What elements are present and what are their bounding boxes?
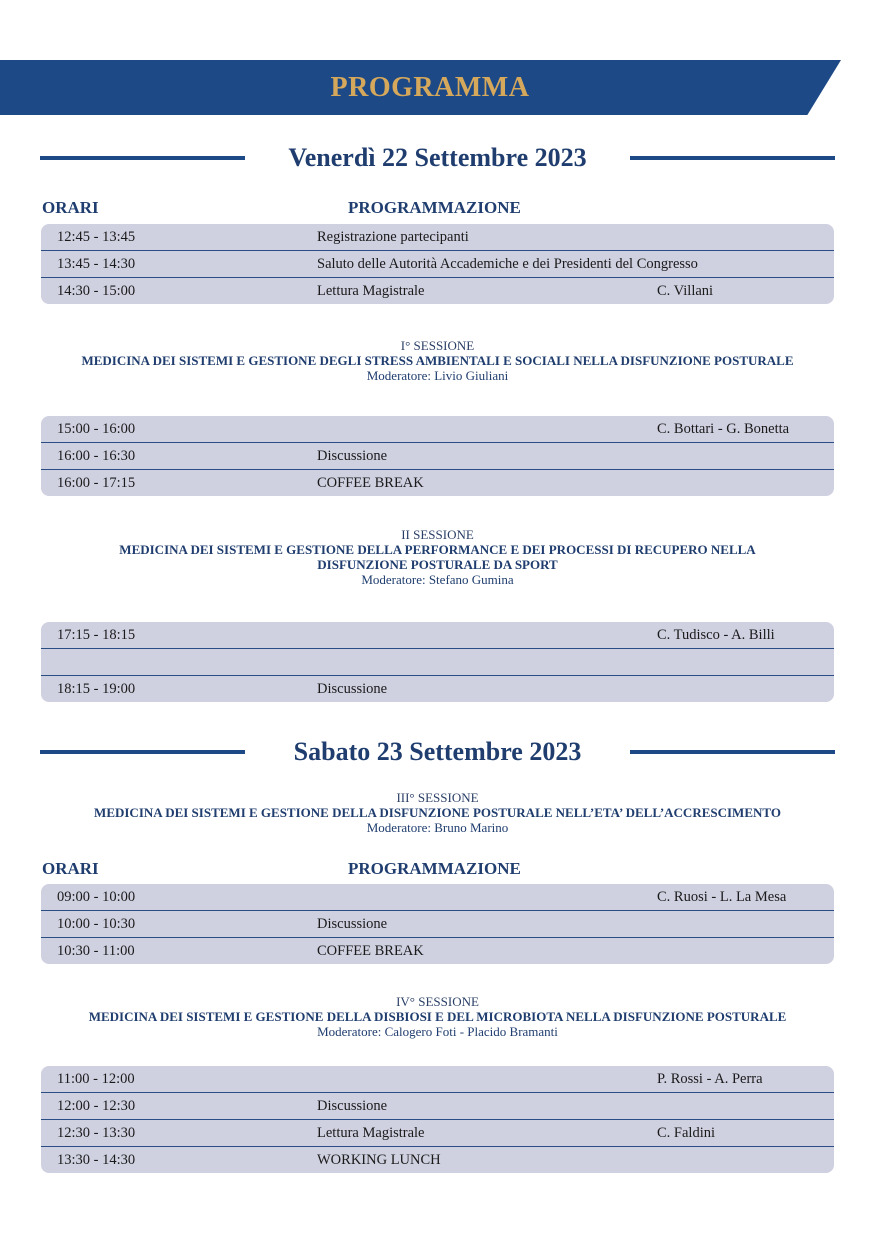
- table-row: [41, 937, 834, 964]
- table-row: [41, 622, 834, 648]
- time-cell: 12:30 - 13:30: [57, 1125, 136, 1141]
- table-row: [41, 224, 834, 250]
- session-moderator: Moderatore: Livio Giuliani: [366, 368, 509, 383]
- speaker-cell: C. Ruosi - L. La Mesa: [657, 889, 787, 905]
- table-row: [41, 250, 834, 277]
- table-row: [41, 675, 834, 702]
- table-row: [41, 442, 834, 469]
- time-cell: 13:30 - 14:30: [57, 1152, 136, 1168]
- session-2-header: [0, 527, 875, 588]
- table-row: [41, 884, 834, 910]
- time-cell: 17:15 - 18:15: [57, 627, 136, 643]
- program-cell: Saluto delle Autorità Accademiche e dei Presidenti del Congresso: [317, 256, 698, 272]
- time-cell: 13:45 - 14:30: [57, 256, 136, 272]
- speaker-cell: C. Bottari - G. Bonetta: [657, 421, 790, 437]
- session-title: MEDICINA DEI SISTEMI E GESTIONE DEGLI STRESS AMBIENTALI E SOCIALI NELLA DISFUNZIONE POSTURALE: [81, 353, 794, 368]
- program-cell: Lettura Magistrale: [317, 1125, 425, 1141]
- divider: [630, 750, 835, 754]
- program-cell: Registrazione partecipanti: [317, 229, 469, 245]
- session-title: MEDICINA DEI SISTEMI E GESTIONE DELLA DISBIOSI E DEL MICROBIOTA NELLA DISFUNZIONE POSTURALE: [88, 1009, 787, 1024]
- table-row: [41, 1092, 834, 1119]
- table-row: [41, 1119, 834, 1146]
- time-cell: 12:00 - 12:30: [57, 1098, 136, 1114]
- opening-table: [41, 224, 834, 304]
- session-moderator: Moderatore: Calogero Foti - Placido Bramanti: [317, 1024, 558, 1039]
- time-cell: 12:45 - 13:45: [57, 229, 136, 245]
- column-header-orari: ORARI: [42, 198, 99, 217]
- time-cell: 10:00 - 10:30: [57, 916, 136, 932]
- day1-title: Venerdì 22 Settembre 2023: [288, 143, 587, 172]
- session-3-header: [0, 790, 875, 836]
- day2-title: Sabato 23 Settembre 2023: [293, 737, 582, 766]
- time-cell: 10:30 - 11:00: [57, 943, 135, 959]
- session-title-line-1: MEDICINA DEI SISTEMI E GESTIONE DELLA PERFORMANCE E DEI PROCESSI DI RECUPERO NELLA: [119, 542, 756, 557]
- program-cell: COFFEE BREAK: [317, 475, 424, 491]
- program-cell: Discussione: [317, 448, 388, 464]
- table-row: [41, 469, 834, 496]
- session-number: II SESSIONE: [401, 527, 474, 542]
- table-row: [41, 910, 834, 937]
- time-cell: 18:15 - 19:00: [57, 681, 136, 697]
- table-row: [41, 277, 834, 304]
- table-row: [41, 648, 834, 675]
- time-cell: 09:00 - 10:00: [57, 889, 136, 905]
- session-moderator: Moderatore: Bruno Marino: [366, 820, 509, 835]
- program-cell: WORKING LUNCH: [317, 1152, 441, 1168]
- column-header-programmazione: PROGRAMMAZIONE: [348, 198, 521, 217]
- session-4-header: [0, 994, 875, 1040]
- speaker-cell: C. Villani: [657, 283, 714, 299]
- time-cell: 16:00 - 17:15: [57, 475, 136, 491]
- session-title: MEDICINA DEI SISTEMI E GESTIONE DELLA DISFUNZIONE POSTURALE NELL’ETA’ DELL’ACCRESCIMENTO: [94, 805, 781, 820]
- table-row: [41, 416, 834, 442]
- session-number: III° SESSIONE: [396, 790, 479, 805]
- session-1-table: [41, 416, 834, 496]
- session-4-table: [41, 1066, 834, 1173]
- session-1-header: [0, 338, 875, 384]
- program-cell: Discussione: [317, 681, 388, 697]
- divider: [630, 156, 835, 160]
- page-title: PROGRAMMA: [330, 72, 530, 103]
- session-3-table: [41, 884, 834, 964]
- table-row: [41, 1066, 834, 1092]
- session-2-table: [41, 622, 834, 702]
- program-cell: Discussione: [317, 1098, 388, 1114]
- time-cell: 15:00 - 16:00: [57, 421, 136, 437]
- day2-heading: [40, 737, 835, 767]
- speaker-cell: C. Tudisco - A. Billi: [657, 627, 775, 643]
- program-cell: COFFEE BREAK: [317, 943, 424, 959]
- table-row: [41, 1146, 834, 1173]
- column-header-orari: ORARI: [42, 859, 99, 878]
- day1-heading: [40, 143, 835, 173]
- session-number: I° SESSIONE: [400, 338, 475, 353]
- time-cell: 14:30 - 15:00: [57, 283, 136, 299]
- session-number: IV° SESSIONE: [396, 994, 479, 1009]
- time-cell: 16:00 - 16:30: [57, 448, 136, 464]
- speaker-cell: P. Rossi - A. Perra: [657, 1071, 763, 1087]
- session-moderator: Moderatore: Stefano Gumina: [361, 572, 514, 587]
- program-cell: Discussione: [317, 916, 388, 932]
- program-cell: Lettura Magistrale: [317, 283, 425, 299]
- column-header-programmazione: PROGRAMMAZIONE: [348, 859, 521, 878]
- time-cell: 11:00 - 12:00: [57, 1071, 135, 1087]
- speaker-cell: C. Faldini: [657, 1125, 716, 1141]
- session-title-line-2: DISFUNZIONE POSTURALE DA SPORT: [317, 557, 558, 572]
